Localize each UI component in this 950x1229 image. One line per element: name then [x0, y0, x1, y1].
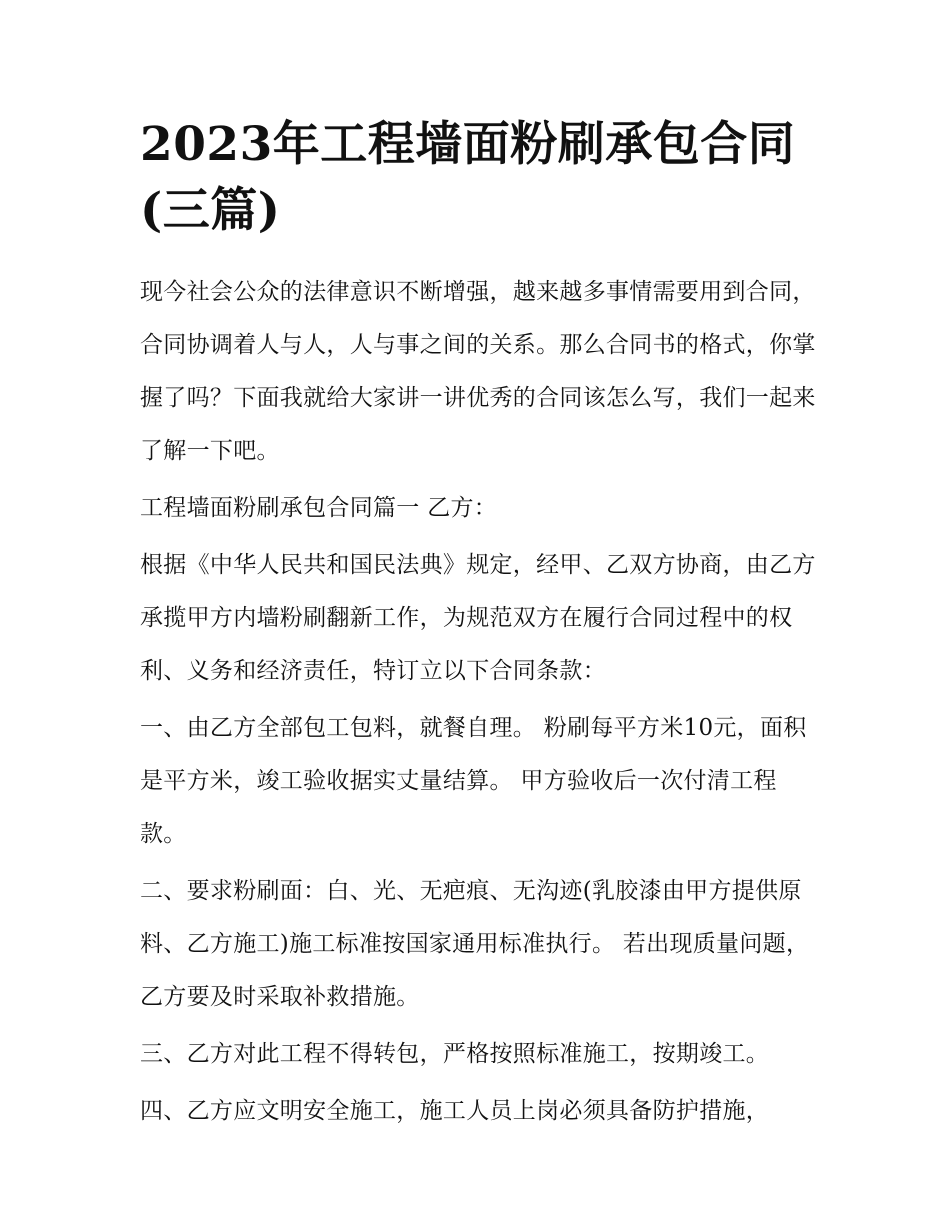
clause-1: 一、由乙方全部包工包料，就餐自理。 粉刷每平方米10元，面积是平方米，竣工验收据实丈量结算。 甲方验收后一次付清工程款。 — [140, 715, 807, 847]
intro-paragraph: 现今社会公众的法律意识不断增强，越来越多事情需要用到合同，合同协调着人与人，人与事之间的关系。那么合同书的格式，你掌握了吗？下面我就给大家讲一讲优秀的合同该怎么写，我们一起来了解一下吧。 — [140, 279, 816, 464]
title-line-1: 2023年工程墙面粉刷承包合同 — [140, 117, 796, 172]
section-heading-part-one: 工程墙面粉刷承包合同篇一 乙方： — [140, 495, 498, 521]
document-title — [140, 112, 820, 244]
clause-2: 二、要求粉刷面：白、光、无疤痕、无沟迹(乳胶漆由甲方提供原料、乙方施工)施工标准按国家通用标准执行。 若出现质量问题，乙方要及时采取补救措施。 — [140, 878, 810, 1010]
title-line-2: (三篇) — [140, 183, 281, 238]
preamble-paragraph: 根据《中华人民共和国民法典》规定，经甲、乙双方协商，由乙方承揽甲方内墙粉刷翻新工作，为规范双方在履行合同过程中的权利、义务和经济责任，特订立以下合同条款： — [140, 552, 816, 684]
clause-3: 三、乙方对此工程不得转包，严格按照标准施工，按期竣工。 — [140, 1041, 770, 1067]
clause-4: 四、乙方应文明安全施工，施工人员上岗必须具备防护措施， — [140, 1098, 770, 1124]
